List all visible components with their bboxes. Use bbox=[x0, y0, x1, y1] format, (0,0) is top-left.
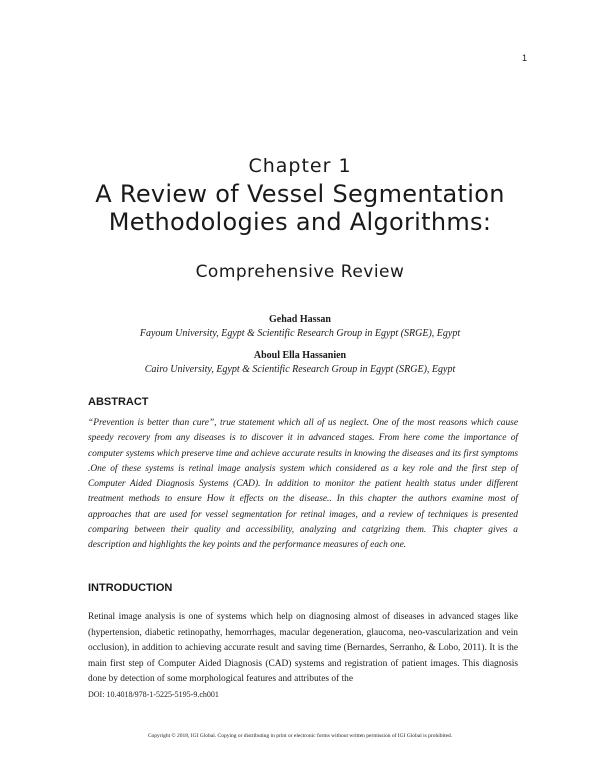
abstract-heading: ABSTRACT bbox=[88, 396, 149, 408]
introduction-heading: INTRODUCTION bbox=[88, 582, 173, 594]
author-block bbox=[0, 350, 600, 375]
abstract-text: “Prevention is better than cure”, true statement which all of us neglect. One of the most reasons which cause speedy recovery from any diseases is to discover it in advanced stages. From here come the importance of computer systems which preserve time and achieve accurate results in knowing the diseases and its first symptoms .One of these systems is retinal image analysis system which considered as a key role and the first step of Computer Aided Diagnosis Systems (CAD). In addition to monitor the patient health status under different treatment methods to ensure How it effects on the disease.. In this chapter the authors examine most of approaches that are used for vessel segmentation for retinal images, and a review of techniques is presented comparing between their quality and accessibility, analyzing and catgrizing them. This chapter gives a description and highlights the key points and the performance measures of each one. bbox=[88, 418, 518, 551]
chapter-subtitle: Comprehensive Review bbox=[195, 262, 405, 282]
doi: DOI: 10.4018/978-1-5225-5195-9.ch001 bbox=[88, 690, 219, 699]
chapter-title: A Review of Vessel Segmentation Methodologies and Algorithms: bbox=[95, 180, 505, 236]
author-name: Aboul Ella Hassanien bbox=[253, 350, 347, 361]
author-name: Gehad Hassan bbox=[269, 314, 331, 325]
page-number: 1 bbox=[522, 53, 528, 63]
author-affiliation: Fayoum University, Egypt & Scientific Research Group in Egypt (SRGE), Egypt bbox=[139, 328, 461, 339]
chapter-label: Chapter 1 bbox=[248, 155, 352, 177]
author-affiliation: Cairo University, Egypt & Scientific Research Group in Egypt (SRGE), Egypt bbox=[144, 364, 456, 375]
introduction-text: Retinal image analysis is one of systems which help on diagnosing almost of diseases in advanced stages like (hypertension, diabetic retinopathy, hemorrhages, macular degeneration, glaucoma, neo-vascularization and vein occlusion), in addition to achieving accurate result and saving time (Bernardes, Serranho, & Lobo, 2011). It is the main first step of Computer Aided Diagnosis (CAD) systems and registration of patient images. This diagnosis done by detection of some morphological features and attributes of the bbox=[88, 612, 518, 684]
author-block bbox=[0, 314, 600, 339]
copyright-notice: Copyright © 2018, IGI Global. Copying or distributing in print or electronic forms without written permission of IGI Global is prohibited. bbox=[147, 733, 453, 739]
